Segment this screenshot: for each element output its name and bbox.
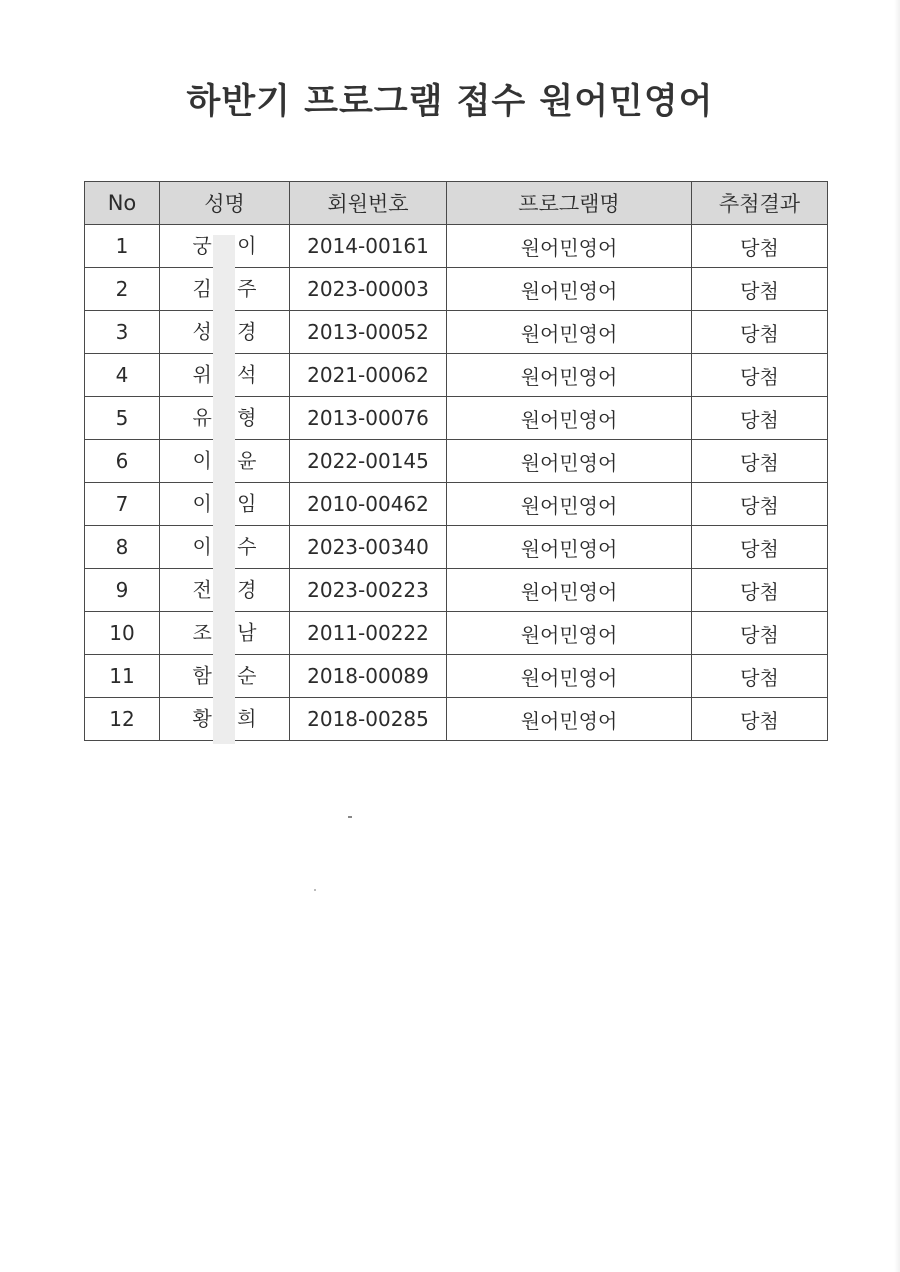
table-row <box>85 354 828 397</box>
lottery-result: 당첨 <box>692 225 828 268</box>
lottery-result: 당첨 <box>692 612 828 655</box>
member-name-first: 이 <box>192 491 212 515</box>
scan-speck <box>348 816 352 818</box>
member-name-first: 함 <box>192 663 212 687</box>
row-number: 2 <box>85 268 160 311</box>
member-id: 2014-00161 <box>290 225 447 268</box>
member-id: 2013-00052 <box>290 311 447 354</box>
member-name-last: 주 <box>237 276 257 300</box>
program-name: 원어민영어 <box>447 569 692 612</box>
header-name: 성명 <box>160 182 290 225</box>
table-row <box>85 612 828 655</box>
member-name-last: 석 <box>237 362 257 386</box>
member-name-first: 궁 <box>192 233 212 257</box>
row-number: 1 <box>85 225 160 268</box>
member-id: 2013-00076 <box>290 397 447 440</box>
row-number: 3 <box>85 311 160 354</box>
program-name: 원어민영어 <box>447 268 692 311</box>
header-result: 추첨결과 <box>692 182 828 225</box>
row-number: 4 <box>85 354 160 397</box>
member-name-first: 유 <box>192 405 212 429</box>
member-id: 2023-00003 <box>290 268 447 311</box>
row-number: 5 <box>85 397 160 440</box>
lottery-result: 당첨 <box>692 397 828 440</box>
member-id: 2022-00145 <box>290 440 447 483</box>
program-name: 원어민영어 <box>447 354 692 397</box>
row-number: 6 <box>85 440 160 483</box>
table-row <box>85 268 828 311</box>
member-id: 2010-00462 <box>290 483 447 526</box>
lottery-result: 당첨 <box>692 311 828 354</box>
header-member-id: 회원번호 <box>290 182 447 225</box>
program-name: 원어민영어 <box>447 397 692 440</box>
page-edge-shadow <box>894 0 900 1272</box>
header-program: 프로그램명 <box>447 182 692 225</box>
member-id: 2018-00089 <box>290 655 447 698</box>
table-row <box>85 311 828 354</box>
member-id: 2011-00222 <box>290 612 447 655</box>
table-row <box>85 655 828 698</box>
member-name-last: 경 <box>237 319 257 343</box>
member-name-first: 이 <box>192 448 212 472</box>
table-row <box>85 397 828 440</box>
lottery-result: 당첨 <box>692 268 828 311</box>
member-name-last: 임 <box>237 491 257 515</box>
table-body <box>85 225 828 741</box>
lottery-result: 당첨 <box>692 354 828 397</box>
lottery-result: 당첨 <box>692 569 828 612</box>
table-row <box>85 526 828 569</box>
member-name-last: 경 <box>237 577 257 601</box>
member-name-last: 이 <box>237 233 257 257</box>
member-id: 2021-00062 <box>290 354 447 397</box>
program-name: 원어민영어 <box>447 483 692 526</box>
table-row <box>85 483 828 526</box>
lottery-results-table <box>84 181 828 741</box>
table-header-row <box>85 182 828 225</box>
row-number: 9 <box>85 569 160 612</box>
member-name-last: 희 <box>237 706 257 730</box>
member-name-last: 남 <box>237 620 257 644</box>
row-number: 7 <box>85 483 160 526</box>
lottery-result: 당첨 <box>692 440 828 483</box>
member-name-first: 성 <box>192 319 212 343</box>
lottery-result: 당첨 <box>692 698 828 741</box>
member-name-first: 김 <box>192 276 212 300</box>
document-title: 하반기 프로그램 접수 원어민영어 <box>186 82 714 122</box>
table-row <box>85 698 828 741</box>
member-name-first: 위 <box>192 362 212 386</box>
member-name-first: 조 <box>192 620 212 644</box>
name-redaction-bar <box>213 235 235 744</box>
member-name-last: 윤 <box>237 448 257 472</box>
member-name-first: 전 <box>192 577 212 601</box>
member-name-last: 순 <box>237 663 257 687</box>
table-row <box>85 225 828 268</box>
scan-speck <box>314 889 316 891</box>
table-row <box>85 440 828 483</box>
row-number: 8 <box>85 526 160 569</box>
row-number: 11 <box>85 655 160 698</box>
program-name: 원어민영어 <box>447 655 692 698</box>
program-name: 원어민영어 <box>447 311 692 354</box>
row-number: 10 <box>85 612 160 655</box>
lottery-result: 당첨 <box>692 526 828 569</box>
program-name: 원어민영어 <box>447 698 692 741</box>
lottery-result: 당첨 <box>692 483 828 526</box>
table-row <box>85 569 828 612</box>
program-name: 원어민영어 <box>447 225 692 268</box>
member-id: 2023-00223 <box>290 569 447 612</box>
member-name-last: 형 <box>237 405 257 429</box>
lottery-result: 당첨 <box>692 655 828 698</box>
program-name: 원어민영어 <box>447 440 692 483</box>
program-name: 원어민영어 <box>447 612 692 655</box>
member-id: 2023-00340 <box>290 526 447 569</box>
program-name: 원어민영어 <box>447 526 692 569</box>
header-no: No <box>85 182 160 225</box>
row-number: 12 <box>85 698 160 741</box>
member-name-last: 수 <box>237 534 257 558</box>
member-name-first: 황 <box>192 706 212 730</box>
member-name-first: 이 <box>192 534 212 558</box>
member-id: 2018-00285 <box>290 698 447 741</box>
